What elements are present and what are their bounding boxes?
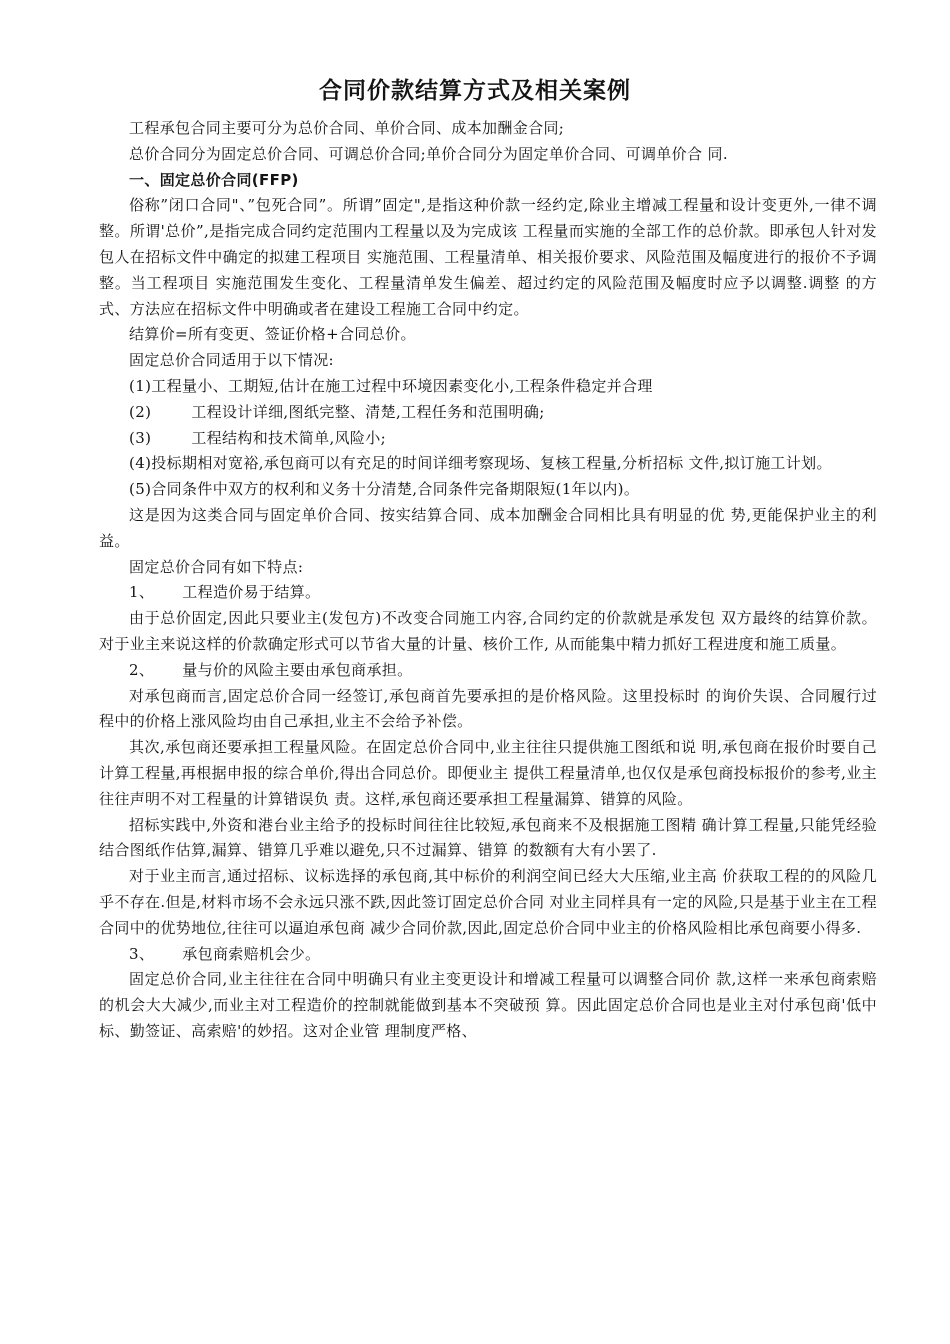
paragraph: 其次,承包商还要承担工程量风险。在固定总价合同中,业主往往只提供施工图纸和说 明,承包商在报价时要自己计算工程量,再根据申报的综合单价,得出合同总价。即便业主 提供工程量清单,也仅仅是承包商投标报价的参考,业主往往声明不对工程量的计算错误负 责。这样,承包商还要承担工程量漏算、错算的风险。 [99, 738, 877, 808]
numbered-heading [99, 658, 877, 684]
numbered-heading [99, 580, 877, 606]
numbered-text: 承包商索赔机会少。 [182, 944, 321, 963]
paragraph: 招标实践中,外资和港台业主给予的投标时间往往比较短,承包商来不及根据施工图精 确计算工程量,只能凭经验结合图纸作估算,漏算、错算几乎难以避免,只不过漏算、错算 的数额有大有小罢了. [99, 815, 877, 860]
list-text: 工程结构和技术简单,风险小; [191, 428, 387, 447]
paragraph: 这是因为这类合同与固定单价合同、按实结算合同、成本加酬金合同相比具有明显的优 势,更能保护业主的利益。 [99, 505, 877, 550]
section-heading: 一、固定总价合同(FFP) [129, 170, 299, 189]
number-marker: 2、 [129, 660, 155, 679]
paragraph: 对承包商而言,固定总价合同一经签订,承包商首先要承担的是价格风险。这里投标时 的询价失误、合同履行过程中的价格上涨风险均由自己承担,业主不会给予补偿。 [99, 686, 877, 731]
paragraph: 对于业主而言,通过招标、议标选择的承包商,其中标价的利润空间已经大大压缩,业主高 价获取工程的的风险几乎不存在.但是,材料市场不会永远只涨不跌,因此签订固定总价合同 对业主同样具有一定的风险,只是基于业主在工程合同中的优势地位,往往可以逼迫承包商 减少合同价款,因此,固定总价合同中业主的价格风险相比承包商要小得多. [99, 867, 877, 937]
list-item: (4)投标期相对宽裕,承包商可以有充足的时间详细考察现场、复核工程量,分析招标 文件,拟订施工计划。 [129, 454, 832, 473]
paragraph: 俗称”闭口合同"、”包死合同”。所谓”固定",是指这种价款一经约定,除业主增减工程量和设计变更外,一律不调整。所谓'总价”,是指完成合同约定范围内工程量以及为完成该 工程量而实施的全部工作的总价款。即承包人针对发包人在招标文件中确定的拟建工程项目 实施范围、工程量清单、相关报价要求、风险范围及幅度进行的报价不予调整。当工程项目 实施范围发生变化、工程量清单发生偏差、超过约定的风险范围及幅度时应予以调整.调整 的方式、方法应在招标文件中明确或者在建设工程施工合同中约定。 [99, 196, 877, 318]
paragraph: 固定总价合同,业主往往在合同中明确只有业主变更设计和增减工程量可以调整合同价 款,这样一来承包商索赔的机会大大减少,而业主对工程造价的控制就能做到基本不突破预 算。因此固定总价合同也是业主对付承包商'低中标、勤签证、高索赔'的妙招。这对企业管 理制度严格、 [99, 970, 877, 1040]
numbered-heading [99, 942, 877, 968]
list-item: (1)工程量小、工期短,估计在施工过程中环境因素变化小,工程条件稳定并合理 [129, 376, 653, 395]
paragraph: 工程承包合同主要可分为总价合同、单价合同、成本加酬金合同; [129, 119, 565, 137]
paragraph: 结算价=所有变更、签证价格+合同总价。 [129, 325, 416, 344]
numbered-text: 量与价的风险主要由承包商承担。 [182, 660, 413, 679]
number-marker: 1、 [129, 583, 155, 602]
paragraph: 由于总价固定,因此只要业主(发包方)不改变合同施工内容,合同约定的价款就是承发包 双方最终的结算价款。对于业主来说这样的价款确定形式可以节省大量的计量、核价工作, 从而能集中精力抓好工程进度和施工质量。 [99, 609, 877, 653]
list-text: 工程设计详细,图纸完整、清楚,工程任务和范围明确; [191, 402, 545, 421]
list-marker: (3) [129, 428, 152, 447]
list-item: (5)合同条件中双方的权利和义务十分清楚,合同条件完备期限短(1年以内)。 [129, 480, 640, 499]
paragraph: 总价合同分为固定总价合同、可调总价合同;单价合同分为固定单价合同、可调单价合 同. [129, 144, 728, 163]
list-item [99, 400, 877, 426]
paragraph: 固定总价合同有如下特点: [129, 557, 304, 576]
document-title: 合同价款结算方式及相关案例 [319, 78, 631, 104]
list-marker: (2) [129, 402, 152, 421]
paragraph: 固定总价合同适用于以下情况: [129, 351, 334, 370]
document-body [99, 116, 877, 1045]
numbered-text: 工程造价易于结算。 [182, 583, 321, 602]
list-item [99, 426, 877, 452]
number-marker: 3、 [129, 944, 155, 963]
